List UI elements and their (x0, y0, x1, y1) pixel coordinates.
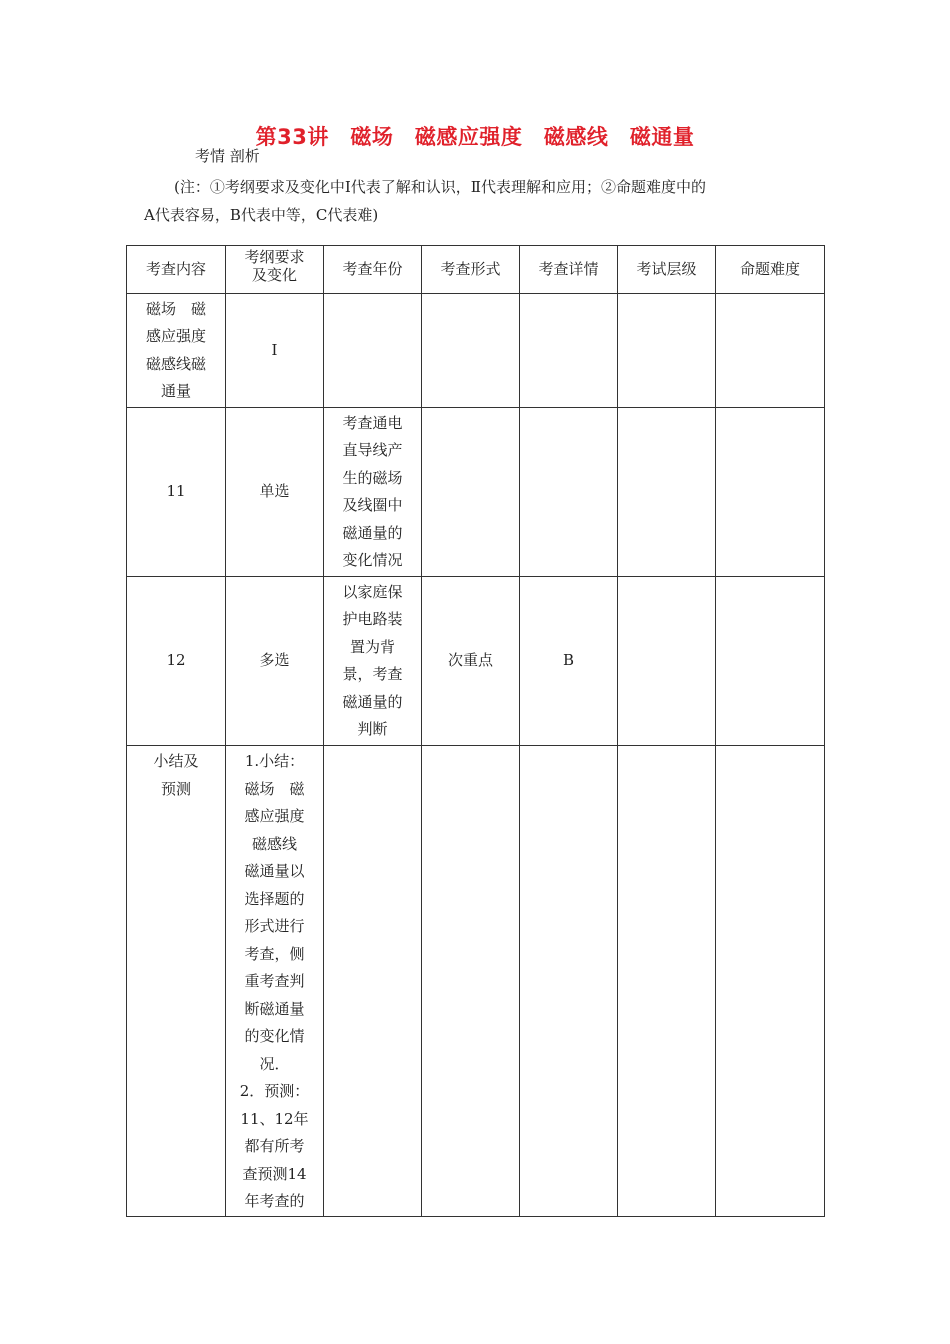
empty-cell (422, 746, 520, 1217)
empty-cell (716, 294, 825, 408)
header-requirement-line: 考纲要求 (244, 248, 305, 266)
empty-cell (324, 746, 422, 1217)
cell-line: 磁场 磁 (244, 779, 305, 798)
empty-cell (618, 294, 716, 408)
row3-year (324, 577, 422, 746)
cell-line: 1.小结： (244, 752, 305, 770)
cell-line: 磁通量的 (342, 523, 403, 542)
cell-line: 形式进行 (244, 917, 305, 935)
row3-content: 12 (127, 577, 226, 746)
table-row (127, 408, 825, 577)
section-subheading: 考情 剖析 (195, 147, 260, 165)
cell-line: 考查通电 (342, 413, 403, 432)
cell-line: 磁感线磁 (145, 354, 206, 373)
cell-line: 景，考查 (342, 665, 403, 683)
cell-line: 通量 (160, 382, 191, 400)
row3-form: 次重点 (422, 577, 520, 746)
cell-line: 及线圈中 (342, 496, 403, 514)
empty-cell (324, 294, 422, 408)
cell-line: 11、12年 (240, 1109, 309, 1128)
header-requirement-line: 及变化 (251, 266, 297, 284)
cell-line: 直导线产 (342, 441, 403, 459)
row1-requirement: Ⅰ (226, 294, 324, 408)
row2-requirement: 单选 (226, 408, 324, 577)
cell-line: 2．预测： (239, 1082, 310, 1100)
cell-line: 查预测14 (242, 1164, 307, 1183)
row2-content: 11 (127, 408, 226, 577)
empty-cell (520, 408, 618, 577)
cell-line: 重考查判 (244, 972, 305, 990)
empty-cell (618, 408, 716, 577)
cell-line: 生的磁场 (342, 468, 403, 487)
row4-content (127, 746, 226, 1217)
empty-cell (716, 408, 825, 577)
table-row (127, 577, 825, 746)
row3-detail: B (520, 577, 618, 746)
cell-line: 感应强度 (145, 327, 206, 345)
empty-cell (716, 746, 825, 1217)
cell-line: 磁通量以 (244, 862, 305, 880)
cell-line: 置为背 (349, 637, 395, 656)
table-row (127, 746, 825, 1217)
cell-line: 磁通量的 (342, 692, 403, 711)
header-row (127, 246, 825, 294)
header-level: 考试层级 (618, 246, 716, 294)
header-difficulty: 命题难度 (716, 246, 825, 294)
cell-line: 以家庭保 (342, 582, 403, 601)
cell-line: 年考查的 (244, 1192, 305, 1210)
cell-line: 的变化情 (244, 1027, 305, 1045)
row3-requirement: 多选 (226, 577, 324, 746)
header-detail: 考查详情 (520, 246, 618, 294)
cell-line: 变化情况 (342, 551, 403, 569)
empty-cell (422, 294, 520, 408)
row1-content (127, 294, 226, 408)
note-paragraph (144, 173, 824, 229)
exam-analysis-table (126, 245, 825, 1217)
empty-cell (520, 746, 618, 1217)
row2-year (324, 408, 422, 577)
empty-cell (716, 577, 825, 746)
empty-cell (618, 577, 716, 746)
note-line-1: (注：①考纲要求及变化中Ⅰ代表了解和认识，Ⅱ代表理解和应用；②命题难度中的 (174, 178, 706, 196)
note-line-2: A代表容易，B代表中等，C代表难) (144, 206, 379, 224)
page-title: 第33讲 磁场 磁感应强度 磁感线 磁通量 (255, 125, 695, 149)
cell-line: 小结及 (153, 752, 199, 770)
row4-requirement (226, 746, 324, 1217)
empty-cell (618, 746, 716, 1217)
cell-line: 预测 (160, 779, 191, 798)
header-content: 考查内容 (127, 246, 226, 294)
empty-cell (520, 294, 618, 408)
cell-line: 都有所考 (244, 1137, 305, 1155)
empty-cell (422, 408, 520, 577)
header-year: 考查年份 (324, 246, 422, 294)
cell-line: 磁场 磁 (145, 299, 206, 318)
cell-line: 护电路装 (342, 610, 403, 628)
cell-line: 况． (259, 1054, 290, 1073)
cell-line: 考查，侧 (244, 944, 305, 963)
cell-line: 判断 (357, 720, 388, 738)
cell-line: 感应强度 (244, 807, 305, 825)
cell-line: 断磁通量 (244, 999, 305, 1018)
header-requirement (226, 246, 324, 294)
header-form: 考查形式 (422, 246, 520, 294)
cell-line: 磁感线 (251, 834, 297, 853)
cell-line: 选择题的 (244, 889, 305, 908)
table-row (127, 294, 825, 408)
